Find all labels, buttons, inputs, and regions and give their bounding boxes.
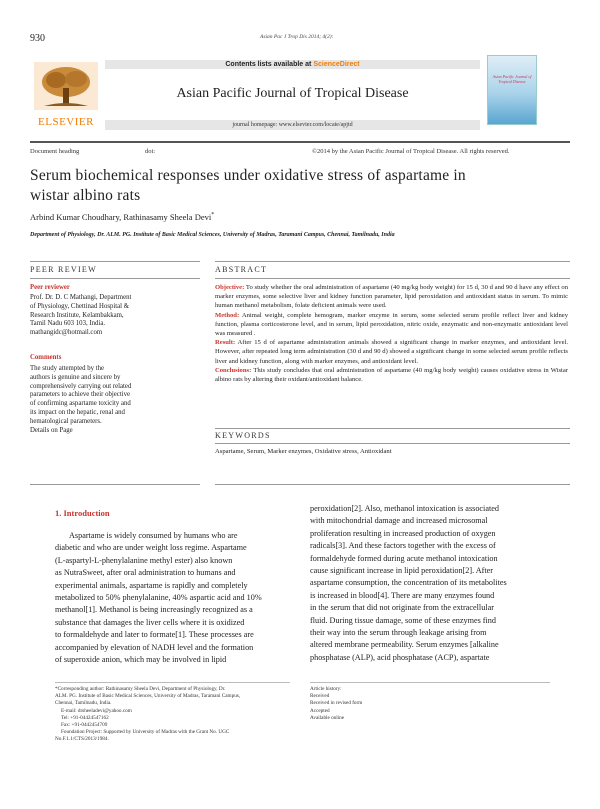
abstract-heading: ABSTRACT: [215, 265, 268, 274]
footnote-tel: Tel: +91-04424547162: [61, 714, 109, 721]
article-history: [310, 686, 510, 722]
intro-line: peroxidation[2]. Also, methanol intoxication is associated: [310, 504, 499, 513]
journal-cover-title: Asian Pacific Journal of Tropical Disease: [492, 74, 532, 84]
comment-line: its impact on the hepatic, renal and: [30, 408, 125, 416]
keywords-text: Aspartame, Serum, Marker enzymes, Oxidative stress, Antioxidant: [215, 448, 392, 455]
abstract-objective: [215, 283, 568, 311]
intro-line: is increased in blood[4]. There are many enzymes found: [310, 590, 495, 600]
intro-line: accompanied by elevation of NADH level and the formation: [55, 642, 254, 652]
conclusion-label: Conclusions:: [215, 366, 252, 374]
abstract-method: [215, 311, 568, 339]
abstract-body: [215, 283, 568, 384]
document-heading: Document heading: [30, 148, 80, 155]
intro-line: in the serum that did not originate from the extracellular: [310, 603, 494, 613]
reviewer-line: Tamil Nadu 603 103, India.: [30, 320, 106, 328]
history-line: Received: [310, 693, 330, 700]
doi-label: doi:: [145, 148, 156, 155]
intro-line: fluid. During tissue damage, some of these enzymes find: [310, 615, 496, 625]
comment-line: of confirming aspartame toxicity and: [30, 400, 131, 408]
reviewer-line: Prof. Dr. D. C Mathangi, Department: [30, 294, 132, 301]
abstract-bottom-rule: [215, 484, 570, 485]
intro-line: to formaldehyde and later to formate[1]. These processes are: [55, 630, 254, 640]
comment-line: parameters to achieve their objective: [30, 391, 131, 399]
intro-right-column: [310, 503, 550, 664]
page-number: 930: [30, 33, 45, 44]
peer-review-heading: PEER REVIEW: [30, 265, 97, 274]
abstract-sub-rule: [215, 278, 570, 279]
intro-line: cause significant increase in lipid peroxidation[2]. After: [310, 566, 494, 576]
conclusion-text: This study concludes that oral administration of aspartame (40 mg/kg body weight) causes oxidative stress in Wistar albino rats by altering their oxidant/antioxidant balance.: [215, 366, 569, 384]
peer-review-top-rule: [30, 261, 200, 262]
intro-line: their way into the serum through leakage arising from: [310, 628, 487, 638]
intro-line: proliferation resulting in increased production of oxygen: [310, 528, 496, 538]
footnote-rule-left: [55, 682, 290, 683]
objective-label: Objective:: [215, 284, 245, 291]
history-line: Available online: [310, 714, 345, 721]
footnote-rule-right: [310, 682, 550, 683]
history-line: Article history:: [310, 686, 342, 692]
comments-text: [30, 365, 200, 435]
abstract-top-rule: [215, 261, 570, 262]
abstract-result: [215, 338, 568, 366]
keywords-heading: KEYWORDS: [215, 431, 271, 440]
footnote-fax: Fax: +91-0442454709: [61, 722, 108, 729]
affiliation: Department of Physiology, Dr. ALM. PG. Institute of Basic Medical Sciences, University of Madras, Taramani Campus, Chennai, Tamilnadu, India: [30, 232, 395, 238]
method-text: Animal weight, complete hemogram, marker enzyme in serum, some selected serum profile reflect liver and kidney function, plasma corticosterone level, and in serum, lipid peroxidation, nitric oxide, enzymatic and non-enzymatic antioxidant level was measured .: [215, 311, 568, 338]
intro-line: substance that damages the liver cells where it is oxidized: [55, 617, 245, 627]
intro-left-column: [55, 530, 290, 666]
intro-line: with mitochondrial damage and increased microsomal: [310, 516, 488, 526]
contents-line: [105, 61, 480, 68]
intro-line: Aspartame is widely consumed by humans who are: [69, 531, 238, 540]
intro-line: diabetic and who are under weight loss regime. Aspartame: [55, 543, 247, 553]
intro-line: metabolized to 50% phenylalanine, 40% aspartic acid and 10%: [55, 593, 262, 603]
footnote-line: ALM. PG. Institute of Basic Medical Sciences, University of Madras, Taramani Campus,: [55, 693, 241, 700]
comment-line: comprehensively carrying out related: [30, 382, 132, 390]
corresponding-mark: *: [211, 212, 215, 219]
footnote-line: Foundation Project: Supported by University of Madras with the Grant No. UGC: [61, 729, 230, 736]
history-line: Received in revised form: [310, 700, 363, 707]
journal-homepage[interactable]: journal homepage: www.elsevier.com/locate/apjtd: [232, 122, 353, 128]
comment-line: authors is genuine and sincere by: [30, 373, 121, 381]
peer-reviewer-details: [30, 294, 200, 338]
article-title: [30, 166, 575, 206]
keywords-top-rule: [215, 428, 570, 429]
author-names: Arbind Kumar Choudhary, Rathinasamy Sheela Devi: [30, 212, 212, 222]
objective-text: To study whether the oral administration of aspartame (40 mg/kg body weight) for 15 d, 30 d and 90 d have any effect on marker enzymes, some selective liver and kidney function parameter, lipid peroxidation and antioxidant status in serum. To mimic human methanol metabolism, folate deficient animals were used.: [215, 284, 568, 310]
intro-line: formaldehyde formed during acute methanol intoxication: [310, 553, 498, 563]
intro-line: aspartame consumption, the concentration of its metabolites: [310, 578, 507, 588]
contents-prefix: Contents lists available at: [225, 61, 312, 68]
journal-cover-image: [487, 55, 537, 125]
intro-line: as NutraSweet, after oral administration to humans and: [55, 568, 236, 578]
article-title-line-1: Serum biochemical responses under oxidative stress of aspartame in: [30, 167, 466, 184]
intro-line: radicals[3]. And these factors together with the excess of: [310, 541, 496, 551]
header-divider: [30, 141, 570, 143]
intro-line: experimental animals, aspartame is rapidly and completely: [55, 580, 248, 590]
history-line: Accepted: [310, 707, 330, 714]
intro-line: phosphatase (ALP), acid phosphatase (ACP), aspartate: [310, 652, 490, 662]
peer-review-bottom-rule: [30, 484, 200, 485]
intro-line: methanol[1]. Methanol is being increasingly recognized as a: [55, 605, 253, 615]
peer-reviewer-label: Peer reviewer: [30, 284, 70, 291]
corresponding-author-footnote: [55, 686, 295, 744]
result-label: Result:: [215, 339, 236, 347]
reviewer-line: Research Institute, Kelambakkam,: [30, 311, 124, 319]
peer-review-sub-rule: [30, 278, 200, 279]
footnote-line: Chennai, Tamilnadu, India.: [55, 700, 112, 707]
elsevier-tree-logo: [34, 62, 98, 110]
abstract-conclusion: [215, 366, 568, 384]
keywords-sub-rule: [215, 443, 570, 444]
result-text: After 15 d of aspartame administration animals showed a significant change in marker enzymes, and antioxidant level. However, after repeated long term administration (30 d and 90 d) showed a significant change in some selected serum profile reflects liver and kidney function, along with marker enzymes, and antioxidant level.: [215, 339, 568, 365]
reviewer-line: of Physiology, Chettinad Hospital &: [30, 302, 130, 310]
comment-line: The study attempted by the: [30, 365, 104, 372]
authors: [30, 212, 214, 222]
method-label: Method:: [215, 311, 240, 319]
comments-label: Comments: [30, 354, 62, 361]
footnote-line: *Corresponding author: Rathinasamy Sheela Devi, Department of Physiology, Dr.: [55, 686, 226, 692]
publisher-name: ELSEVIER: [38, 116, 94, 128]
journal-title: Asian Pacific Journal of Tropical Disease: [176, 86, 409, 101]
intro-line: (L-aspartyl-L-phenylalanine methyl ester) also known: [55, 555, 233, 565]
comment-line: hematological parameters.: [30, 417, 102, 425]
running-head: Asian Pac J Trop Dis 2014; 4(2):: [260, 34, 334, 40]
sciencedirect-link[interactable]: ScienceDirect: [313, 61, 360, 68]
reviewer-email: mathangidc@hotmail.com: [30, 329, 103, 337]
footnote-email: E-mail: drsheeladevi@yahoo.com: [61, 707, 132, 714]
details-link[interactable]: Details on Page: [30, 426, 73, 434]
intro-line: of superoxide anion, which may be involved in lipid: [55, 655, 227, 665]
copyright-notice: ©2014 by the Asian Pacific Journal of Tropical Disease. All rights reserved.: [312, 148, 510, 155]
introduction-heading: 1. Introduction: [55, 508, 110, 518]
footnote-line: No.F.1.1/CTS/2013/1984.: [55, 736, 109, 743]
intro-line: altered membrane permeability. Serum enzymes [alkaline: [310, 640, 499, 650]
article-title-line-2: wistar albino rats: [30, 187, 141, 204]
